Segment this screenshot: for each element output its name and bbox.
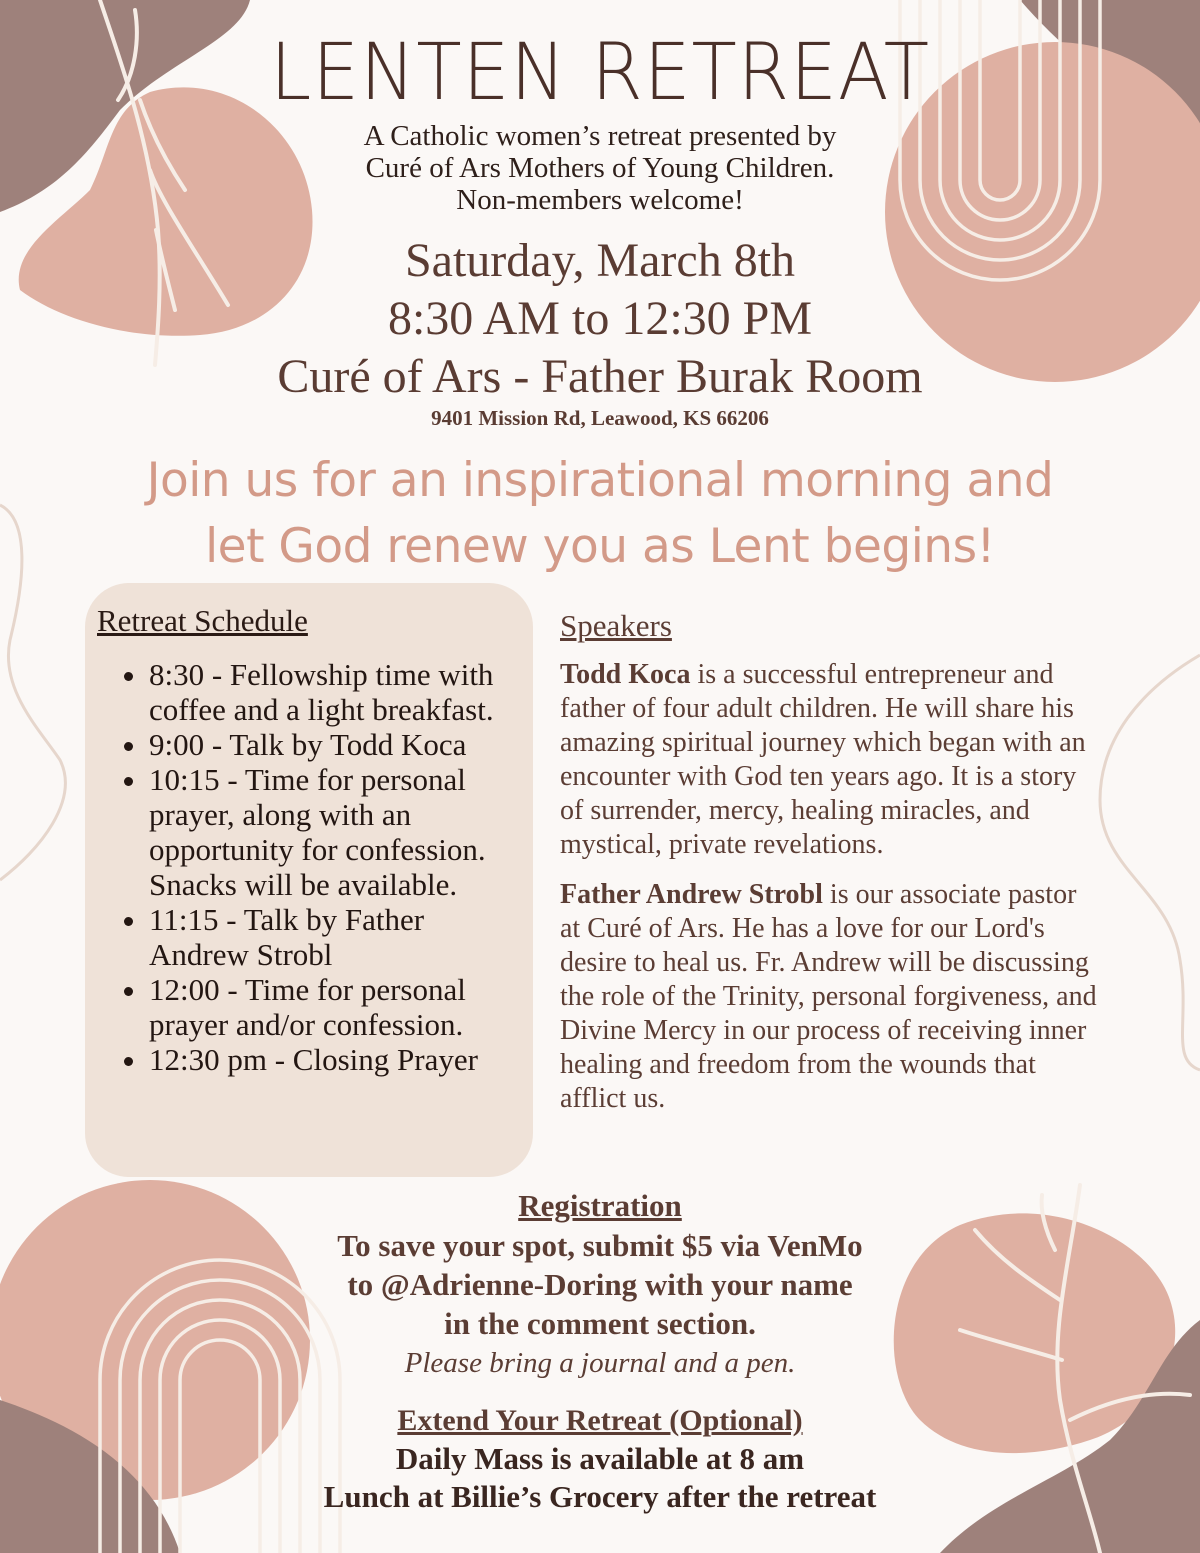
extend-heading: Extend Your Retreat (Optional) [397, 1404, 803, 1437]
tagline-line: Join us for an inspirational morning and [146, 453, 1054, 508]
speaker-bio [560, 658, 1100, 862]
schedule-heading: Retreat Schedule [97, 603, 308, 638]
intro-block [0, 120, 1200, 216]
event-location: Curé of Ars - Father Burak Room [277, 350, 923, 403]
intro-line: Curé of Ars Mothers of Young Children. [365, 152, 835, 184]
speaker-bio-text: is our associate pastor at Curé of Ars. He has a love for our Lord's desire to heal us. Fr. Andrew will be discussing the role of the Trinity, personal forgiveness, and Divine Mercy in our process of receiving inner healing and freedom from the wounds that afflict us. [560, 879, 1097, 1114]
schedule-item: • 12:30 pm - Closing Prayer [149, 1042, 519, 1077]
event-time: 8:30 AM to 12:30 PM [387, 292, 813, 345]
tagline-line: let God renew you as Lent begins! [205, 519, 995, 574]
schedule-item: • 12:00 - Time for personal prayer and/or confession. [149, 972, 519, 1042]
registration-line: in the comment section. [444, 1306, 756, 1341]
schedule-item: • 8:30 - Fellowship time with coffee and a light breakfast. [149, 657, 519, 727]
extend-line: Daily Mass is available at 8 am [395, 1441, 805, 1476]
event-details [0, 232, 1200, 406]
speakers-section [560, 608, 1100, 1132]
event-date: Saturday, March 8th [404, 234, 796, 287]
schedule-panel [85, 583, 533, 1177]
tagline [0, 448, 1200, 580]
registration-line: to @Adrienne-Doring with your name [347, 1267, 853, 1302]
registration-note: Please bring a journal and a pen. [404, 1347, 796, 1379]
extend-line: Lunch at Billie’s Grocery after the retreat [323, 1479, 877, 1514]
extend-section [0, 1402, 1200, 1516]
intro-line: A Catholic women’s retreat presented by [363, 120, 837, 152]
registration-section [0, 1186, 1200, 1383]
schedule-item: • 11:15 - Talk by Father Andrew Strobl [149, 902, 519, 972]
schedule-item: • 10:15 - Time for personal prayer, along with an opportunity for confession. Snacks will be available. [149, 762, 519, 902]
right-line [1100, 655, 1200, 1070]
registration-heading: Registration [518, 1188, 682, 1223]
speakers-heading: Speakers [560, 608, 672, 643]
speaker-bio [560, 878, 1100, 1116]
registration-line: To save your spot, submit $5 via VenMo [337, 1228, 863, 1263]
page-title: LENTEN RETREAT [270, 28, 930, 118]
speaker-name: Father Andrew Strobl [560, 879, 823, 910]
speaker-name: Todd Koca [560, 659, 691, 690]
schedule-item: • 9:00 - Talk by Todd Koca [149, 727, 519, 762]
intro-line: Non-members welcome! [456, 184, 744, 216]
event-address: 9401 Mission Rd, Leawood, KS 66206 [431, 406, 769, 430]
schedule-list [99, 657, 519, 1077]
speaker-bio-text: is a successful entrepreneur and father of four adult children. He will share his amazing spiritual journey which began with an encounter with God ten years ago. It is a story of surrender, mercy, healing miracles, and mystical, private revelations. [560, 659, 1086, 860]
